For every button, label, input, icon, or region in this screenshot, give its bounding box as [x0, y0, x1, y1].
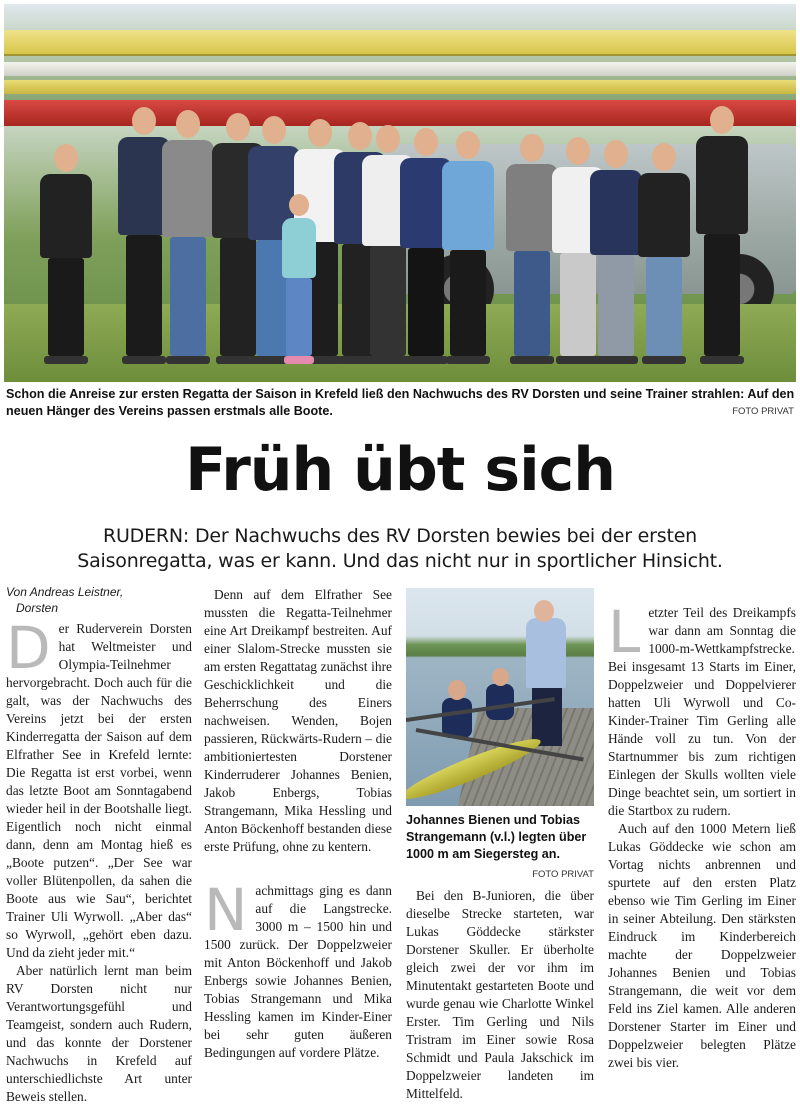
paragraph: Bei den B-Junioren, die über dieselbe Strecke starteten, war Lukas Göddecke stärkster Dorstener Skuller. Er überholte gleich zwei der vor ihm im Minutentakt gestarteten Boote und wurde genau wie Charlotte Winkel Erster. Tim Gerling und Nils Tristram im Einer sowie Rosa Schmidt und Paula Jakschick im Doppelzweier landeten im Mittelfeld. [406, 888, 594, 1101]
rowing-photo-credit: FOTO PRIVAT [532, 869, 594, 880]
subhead-text: Der Nachwuchs des RV Dorsten bewies bei der ersten Saisonregatta, was er kann. Und das nicht nur in sportlicher Hinsicht. [77, 525, 723, 572]
byline-place: Dorsten [16, 601, 59, 615]
article-column-4 [608, 598, 796, 1072]
article-column-1 [6, 584, 192, 1106]
article-column-3 [406, 588, 594, 1103]
team-member [688, 106, 758, 364]
dropcap: D [6, 614, 51, 682]
team-photo [4, 4, 796, 382]
paragraph: Auch auf den 1000 Metern ließ Lukas Göddecke wie schon am Vortag nichts anbrennen und spurtete auf den ersten Platz ebenso wie Tim Gerling im Einer in seiner Abteilung. Den stärksten Eindruck im Kinderbereich machte der Doppelzweier Johannes Benien und Tobias Strangemann, die weit vor dem Feld ins Ziel kamen. Alle anderen Dorstener Starter im Einer und Doppelzweier belegten Plätze zwei bis vier. [608, 821, 796, 1070]
dropcap: N [204, 876, 248, 944]
paragraph-final-race: Letzter Teil des Dreikampfs war dann am Sonntag die 1000-m-Wettkampfstrecke. Bei insgesamt 13 Starts im Einer, Doppelzweier und Doppelvierer hatten Uli Wyrwoll und Co-Kinder-Trainer Tim Gerling alle Hände voll zu tun. Von der Startnummer bis zum richtigen Einlegen der Skulls wollten viele Dinge beachtet sein, um sortiert in die Startbox zu rudern. [608, 598, 796, 818]
headline: Früh übt sich [185, 435, 615, 505]
team-member [434, 131, 504, 364]
subhead [40, 524, 760, 574]
article-column-2 [204, 586, 392, 1062]
rowing-photo-caption: Johannes Bienen und Tobias Strangemann (v.l.) legten über 1000 m am Siegersteg an. FOTO PRIVAT [406, 812, 594, 863]
paragraph-afternoon: Nachmittags ging es dann auf die Langstrecke. 3000 m – 1500 hin und 1500 zurück. Der Doppelzweier mit Anton Böckenhoff und Jakob Enbergs sowie Johannes Benien, Tobias Strangemann und Mika Hessling kamen im Kinder-Einer bei sehr guten äußeren Bedingungen auf vordere Plätze. [204, 876, 392, 1060]
dropcap: L [608, 598, 641, 666]
byline [6, 584, 192, 616]
photo-credit: FOTO PRIVAT [732, 406, 794, 417]
team-member-child [276, 194, 322, 364]
byline-author: Von Andreas Leistner, [6, 585, 124, 599]
paragraph: Aber natürlich lernt man beim RV Dorsten nicht nur Verantwortungsgefühl und Teamgeist, sondern auch Rudern, und das konnte der Dorstener Nachwuchs in Krefeld auf unterschiedlichste Art unter Beweis stellen. [6, 963, 192, 1104]
team-member [32, 144, 102, 364]
paragraph: Denn auf dem Elfrather See mussten die Regatta-Teilnehmer eine Art Dreikampf bestreiten. Auf einer Slalom-Strecke mussten sie am ersten Regattatag zunächst ihre Geschicklichkeit und die Beherrschung des Einers nachweisen. Wenden, Bojen passieren, Rückwärts-Rudern – die ambitioniertesten Dorstener Kinderruderer Johannes Benien, Jakob Enbergs, Tobias Strangemann, Mika Hessling und Anton Böckenhoff bestanden diese erste Prüfung, ohne zu kentern. [204, 587, 392, 854]
paragraph-intro: Der Ruderverein Dorsten hat Weltmeister und Olympia-Teilnehmer hervorgebracht. Doch auch für die galt, was der Nachwuchs des Vereins jetzt bei der ersten Kinderregatta der Saison auf dem Elfrather See in Krefeld lernte: Die Regatta ist erst vorbei, wenn das letzte Boot am Sonntagabend wieder heil in der Bootshalle liegt. Eigentlich noch nicht einmal dann, denn am Montag hieß es „Boote putzen“. „Der See war voller Blütenpollen, da sahen die Boote aus wie Sau“, berichtet Trainer Uli Wyrwoll. „Aber das“ so Wyrwoll, „gehört eben dazu. Und da zieht jeder mit.“ [6, 614, 192, 960]
photo-caption: Schon die Anreise zur ersten Regatta der Saison in Krefeld ließ den Nachwuchs des RV Dorsten und seine Trainer strahlen: Auf den neuen Hänger des Vereins passen erstmals alle Boote. [6, 387, 795, 418]
subhead-kicker: RUDERN: [102, 525, 190, 547]
rowing-photo [406, 588, 594, 806]
